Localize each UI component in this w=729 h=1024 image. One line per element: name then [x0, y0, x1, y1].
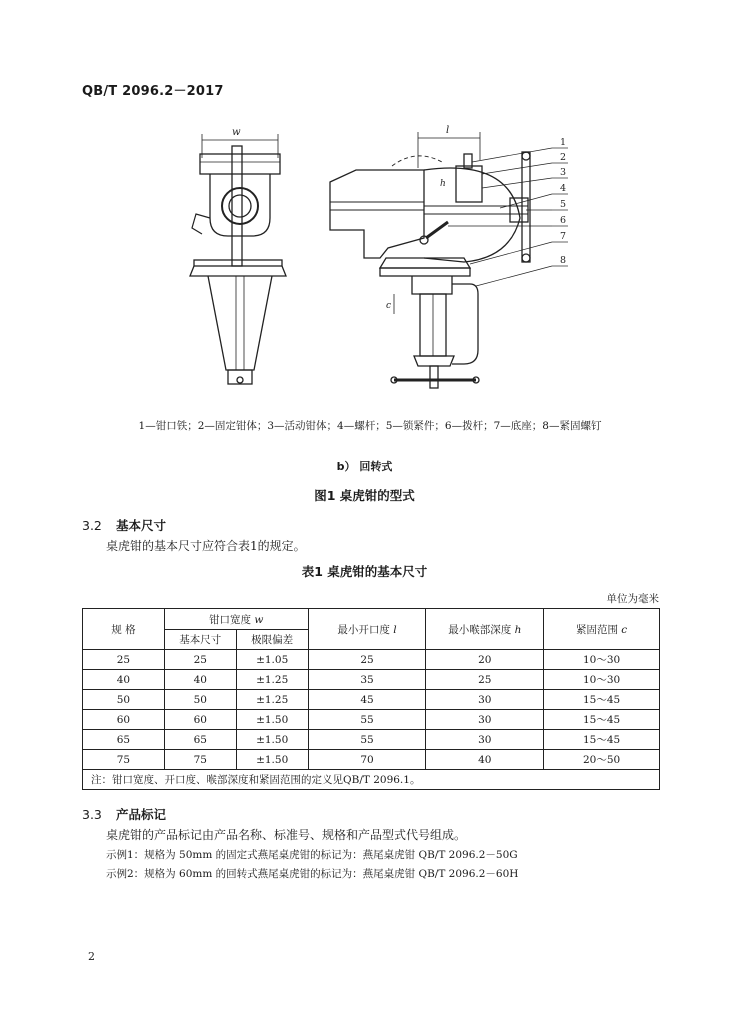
vise-drawing	[180, 118, 600, 403]
callout-6: 6	[560, 215, 567, 226]
section-3-3-text: 桌虎钳的产品标记由产品名称、标准号、规格和产品型式代号组成。	[106, 828, 467, 842]
header-min-throat: 最小喉部深度 h	[426, 609, 544, 650]
header-clamp-range: 紧固范围 c	[544, 609, 660, 650]
callout-3: 3	[560, 167, 567, 178]
table-row: 40 40 ±1.25 35 25 10～30	[83, 670, 660, 690]
dim-l-label: l	[446, 125, 450, 136]
section-3-3-number: 3.3	[82, 807, 102, 822]
header-spec: 规 格	[83, 609, 165, 650]
figure-title: 图1 桌虎钳的型式	[314, 488, 415, 503]
table-note: 注：钳口宽度、开口度、喉部深度和紧固范围的定义见QB/T 2096.1。	[83, 770, 660, 790]
dimensions-table	[82, 608, 660, 790]
callout-8: 8	[560, 255, 567, 266]
section-3-3-title: 产品标记	[116, 807, 167, 822]
table-row: 25 25 ±1.05 25 20 10～30	[83, 650, 660, 670]
dim-c-label: c	[386, 301, 392, 311]
callout-7: 7	[560, 231, 567, 242]
example-1: 示例1：规格为 50mm 的固定式燕尾桌虎钳的标记为：燕尾桌虎钳 QB/T 2096.2－50G	[106, 849, 518, 861]
section-3-2-title: 基本尺寸	[116, 518, 167, 533]
table-row: 65 65 ±1.50 55 30 15～45	[83, 730, 660, 750]
table-row: 50 50 ±1.25 45 30 15～45	[83, 690, 660, 710]
section-3-2-heading	[82, 516, 166, 534]
page-number: 2	[88, 950, 95, 963]
standard-code: QB/T 2096.2－2017	[82, 84, 224, 99]
figure-subcaption: b） 回转式	[336, 460, 393, 473]
section-3-2-number: 3.2	[82, 518, 102, 533]
callout-1: 1	[560, 137, 567, 148]
table-unit: 单位为毫米	[606, 593, 659, 605]
dim-w-label: w	[232, 127, 241, 138]
table-row: 75 75 ±1.50 70 40 20～50	[83, 750, 660, 770]
table-title: 表1 桌虎钳的基本尺寸	[301, 564, 428, 579]
figure-legend: 1—钳口铁；2—固定钳体；3—活动钳体；4—螺杆；5—锁紧件；6—拨杆；7—底座；8—紧固螺钉	[138, 420, 602, 432]
section-3-2-text: 桌虎钳的基本尺寸应符合表1的规定。	[106, 539, 306, 553]
example-2: 示例2：规格为 60mm 的回转式燕尾桌虎钳的标记为：燕尾桌虎钳 QB/T 2096.2－60H	[106, 868, 519, 880]
side-view	[330, 125, 530, 388]
callout-4: 4	[560, 183, 567, 194]
dim-h-label: h	[440, 179, 446, 189]
header-jaw-width: 钳口宽度 w	[164, 609, 308, 630]
header-tolerance: 极限偏差	[236, 630, 308, 650]
table-row: 60 60 ±1.50 55 30 15～45	[83, 710, 660, 730]
header-basic-size: 基本尺寸	[164, 630, 236, 650]
header-min-opening: 最小开口度 l	[308, 609, 426, 650]
callout-2: 2	[560, 152, 567, 163]
callout-5: 5	[560, 199, 567, 210]
front-view	[190, 127, 286, 384]
section-3-3-heading	[82, 805, 166, 823]
